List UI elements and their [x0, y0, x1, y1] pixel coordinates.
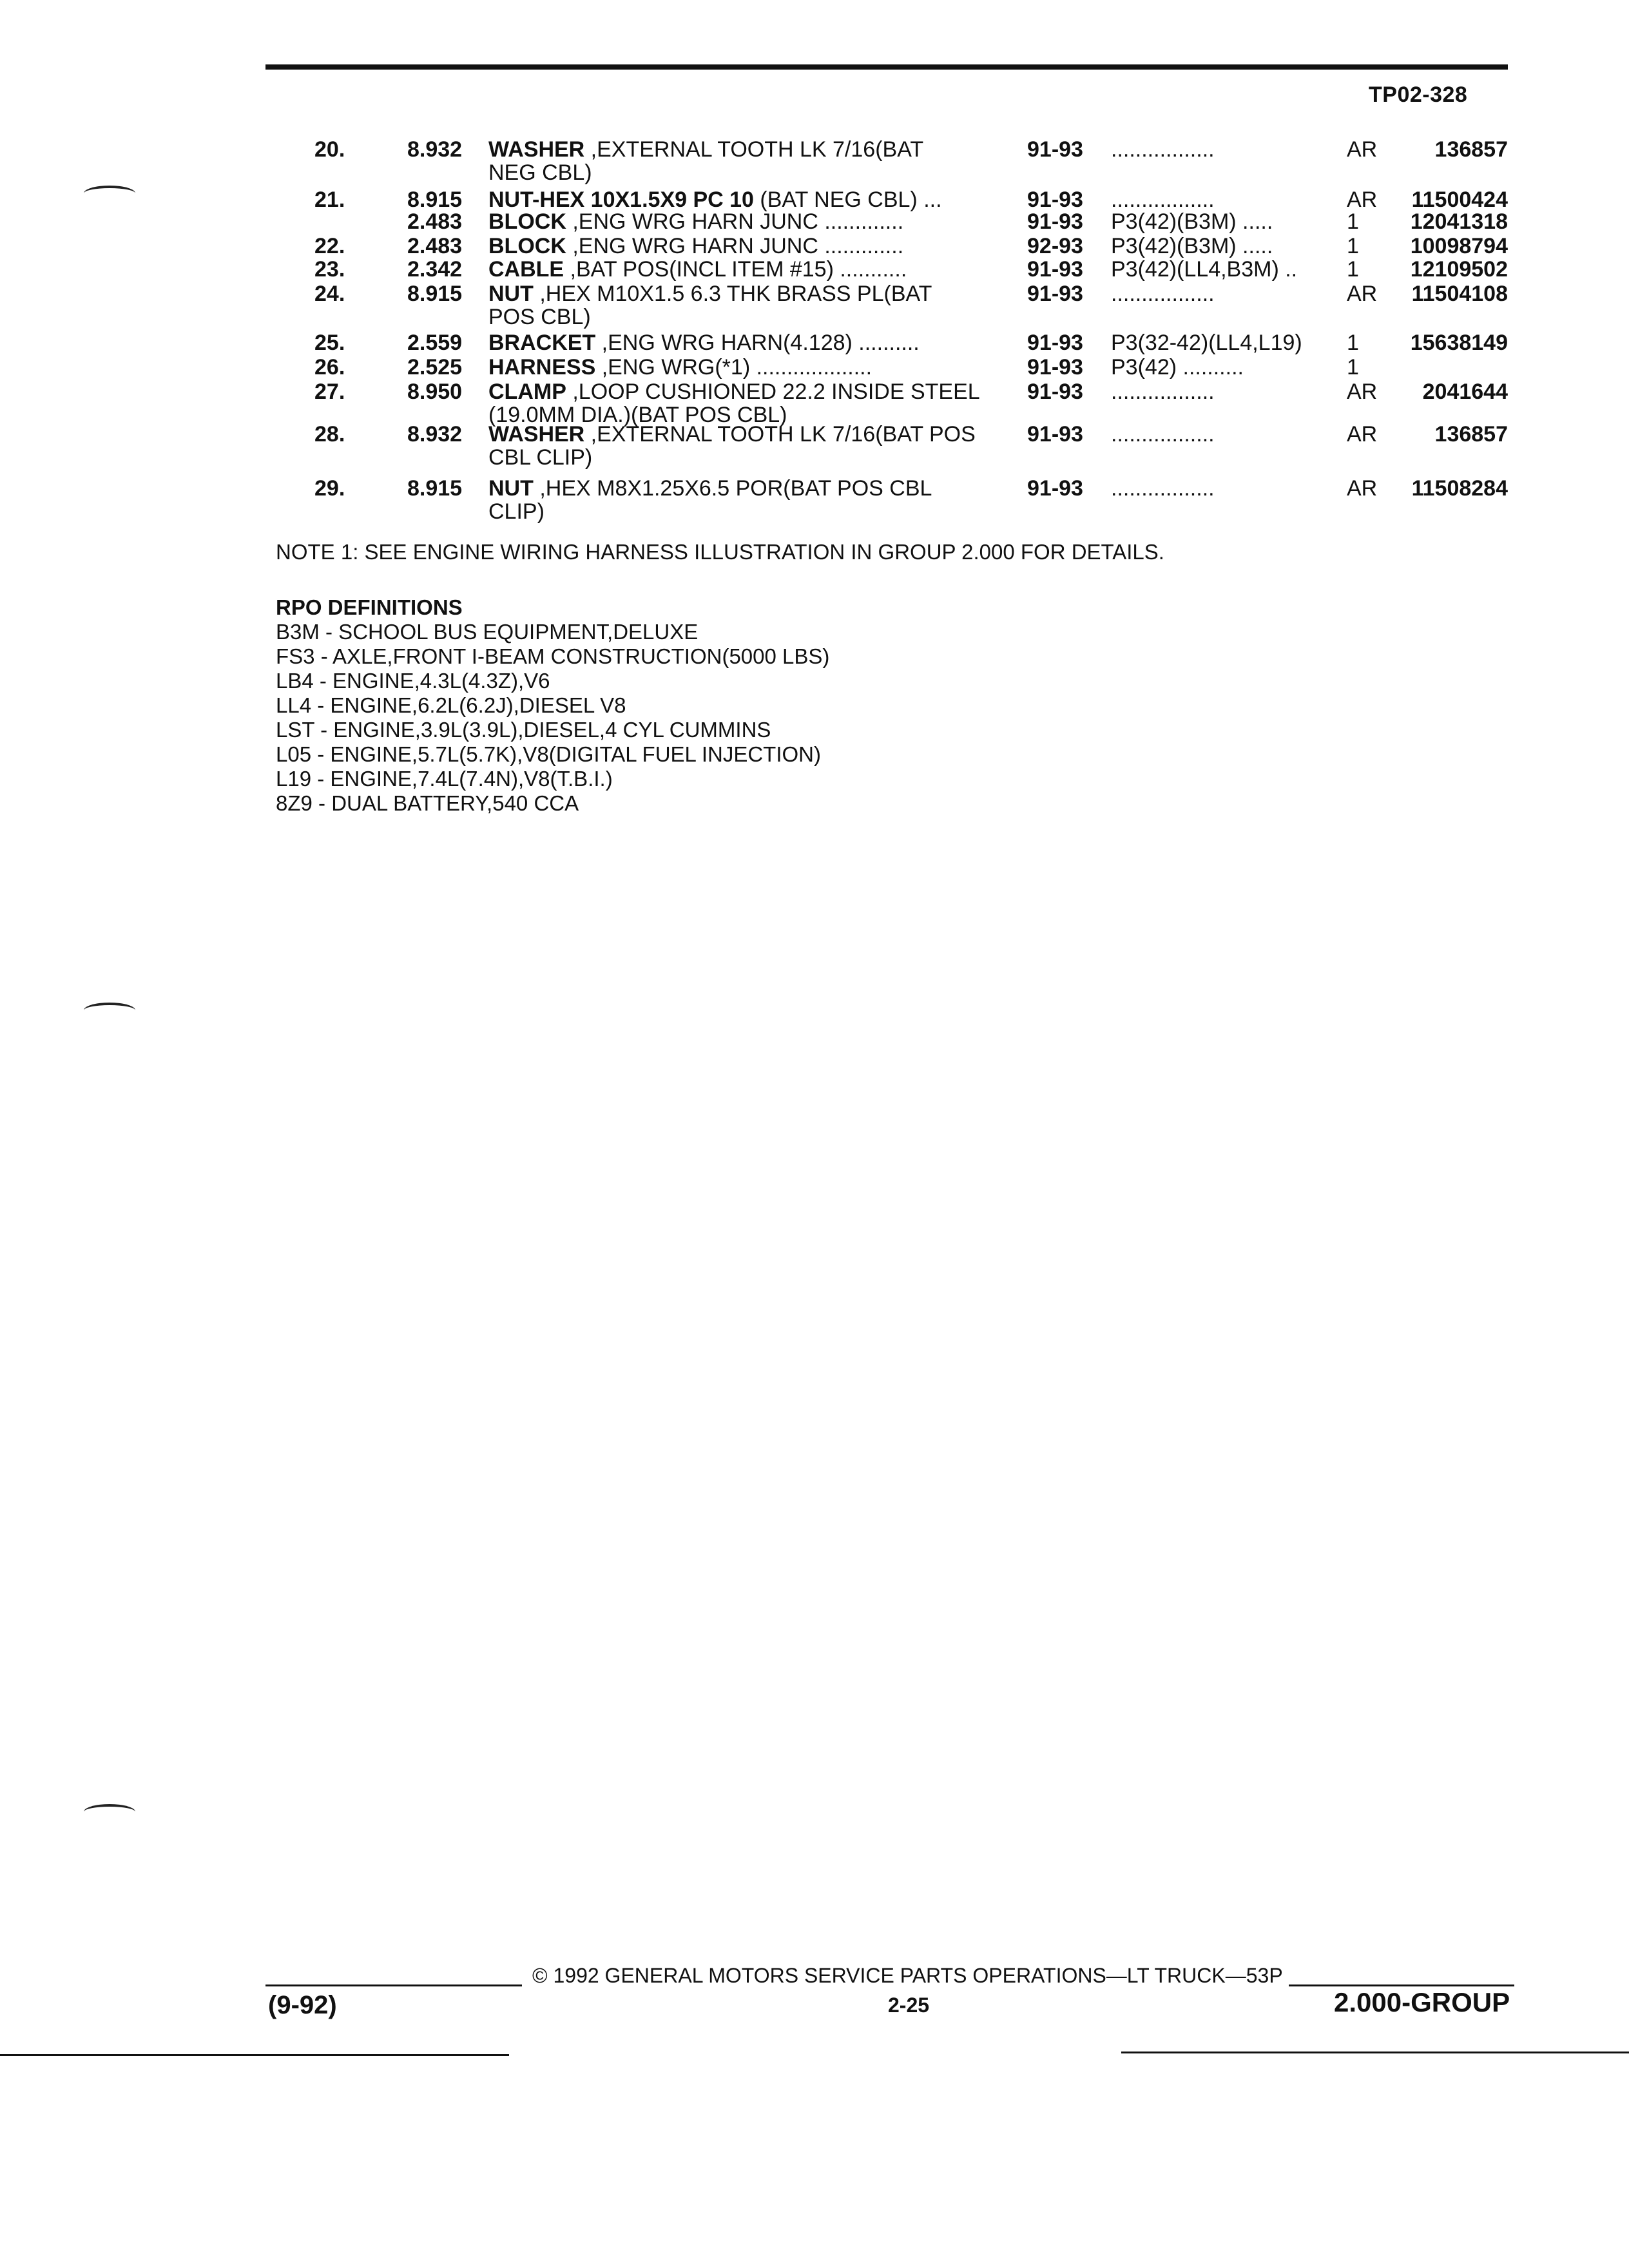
part-description [488, 423, 1004, 469]
part-desc-line1: ,ENG WRG HARN(4.128) .......... [595, 331, 920, 355]
part-name: CLAMP [488, 380, 566, 404]
part-name: BLOCK [488, 234, 566, 258]
footer-left-rule [265, 1984, 522, 1986]
quantity: AR [1347, 476, 1378, 501]
group-number: 2.483 [407, 209, 463, 234]
footer-right-rule [1289, 1984, 1514, 1986]
part-desc-line1: ,ENG WRG HARN JUNC ............. [566, 209, 904, 234]
model-usage: P3(42)(B3M) ..... [1111, 234, 1273, 258]
part-name: BLOCK [488, 209, 566, 234]
footer-group-label: 2.000-GROUP [1334, 1987, 1510, 2017]
item-number: 23. [314, 257, 345, 282]
quantity: AR [1347, 282, 1378, 306]
quantity: AR [1347, 187, 1378, 212]
model-years: 91-93 [1027, 355, 1083, 380]
model-years: 91-93 [1027, 422, 1083, 447]
scan-rule-right [1121, 2052, 1629, 2053]
part-desc-line2: POS CBL) [488, 305, 591, 329]
model-usage: ................. [1111, 476, 1215, 501]
model-usage: ................. [1111, 282, 1215, 306]
model-usage: P3(42)(LL4,B3M) .. [1111, 257, 1298, 282]
model-usage: ................. [1111, 187, 1215, 212]
note-line: NOTE 1: SEE ENGINE WIRING HARNESS ILLUSTRATION IN GROUP 2.000 FOR DETAILS. [276, 540, 1164, 564]
model-years: 91-93 [1027, 331, 1083, 355]
part-description [488, 356, 1004, 379]
part-description [488, 477, 1004, 523]
group-number: 8.915 [407, 476, 463, 501]
part-description [488, 235, 1004, 258]
group-number: 8.915 [407, 187, 463, 212]
quantity: AR [1347, 380, 1378, 404]
item-number: 29. [314, 476, 345, 501]
group-number: 8.950 [407, 380, 463, 404]
part-number: 11500424 [1411, 187, 1508, 212]
quantity: AR [1347, 422, 1378, 447]
rpo-item: L19 - ENGINE,7.4L(7.4N),V8(T.B.I.) [276, 767, 613, 791]
part-number: 12041318 [1410, 209, 1508, 234]
part-description [488, 331, 1004, 354]
rpo-list [276, 620, 829, 816]
item-number: 26. [314, 355, 345, 380]
rpo-item: FS3 - AXLE,FRONT I-BEAM CONSTRUCTION(5000 LBS) [276, 644, 830, 668]
binder-hole-mark [84, 1804, 135, 1820]
quantity: 1 [1347, 209, 1359, 234]
part-number: 136857 [1434, 422, 1508, 447]
part-number: 2041644 [1422, 380, 1508, 404]
quantity: 1 [1347, 234, 1359, 258]
rpo-item: L05 - ENGINE,5.7L(5.7K),V8(DIGITAL FUEL INJECTION) [276, 742, 821, 766]
part-description [488, 188, 1004, 211]
part-desc-line2: CLIP) [488, 499, 545, 524]
group-number: 8.932 [407, 137, 463, 162]
model-years: 91-93 [1027, 209, 1083, 234]
scan-rule-left [0, 2054, 509, 2056]
rpo-item: LL4 - ENGINE,6.2L(6.2J),DIESEL V8 [276, 693, 626, 717]
rpo-heading: RPO DEFINITIONS [276, 595, 463, 619]
item-number: 27. [314, 380, 345, 404]
part-desc-line2: CBL CLIP) [488, 445, 593, 470]
group-number: 2.559 [407, 331, 463, 355]
part-name: NUT [488, 476, 534, 501]
model-years: 91-93 [1027, 257, 1083, 282]
item-number: 24. [314, 282, 345, 306]
part-desc-line2: NEG CBL) [488, 160, 592, 185]
model-years: 91-93 [1027, 476, 1083, 501]
rpo-item: LST - ENGINE,3.9L(3.9L),DIESEL,4 CYL CUMMINS [276, 718, 771, 742]
part-name: NUT [488, 282, 534, 306]
group-number: 2.483 [407, 234, 463, 258]
model-years: 91-93 [1027, 380, 1083, 404]
model-usage: P3(42) .......... [1111, 355, 1244, 380]
part-desc-line1: ,BAT POS(INCL ITEM #15) ........... [564, 257, 907, 282]
part-name: WASHER [488, 137, 585, 162]
quantity: 1 [1347, 257, 1359, 282]
group-number: 2.525 [407, 355, 463, 380]
model-usage: P3(32-42)(LL4,L19) [1111, 331, 1302, 355]
part-desc-line1: ,HEX M10X1.5 6.3 THK BRASS PL(BAT [533, 282, 932, 306]
part-desc-line1: ,LOOP CUSHIONED 22.2 INSIDE STEEL [566, 380, 980, 404]
part-number: 10098794 [1410, 234, 1508, 258]
model-usage: P3(42)(B3M) ..... [1111, 209, 1273, 234]
part-name: HARNESS [488, 355, 596, 380]
group-number: 8.915 [407, 282, 463, 306]
item-number: 25. [314, 331, 345, 355]
part-number: 12109502 [1410, 257, 1508, 282]
part-desc-line1: ,HEX M8X1.25X6.5 POR(BAT POS CBL [533, 476, 932, 501]
part-desc-line1: ,EXTERNAL TOOTH LK 7/16(BAT POS [584, 422, 976, 447]
model-usage: ................. [1111, 422, 1215, 447]
part-number: 11504108 [1411, 282, 1508, 306]
item-number: 22. [314, 234, 345, 258]
page-code: TP02-328 [1369, 82, 1468, 107]
group-number: 2.342 [407, 257, 463, 282]
item-number: 20. [314, 137, 345, 162]
part-desc-line1: ,EXTERNAL TOOTH LK 7/16(BAT [584, 137, 924, 162]
part-description [488, 210, 1004, 233]
footer-date-code: (9-92) [268, 1991, 337, 2019]
quantity: 1 [1347, 355, 1359, 380]
rpo-item: 8Z9 - DUAL BATTERY,540 CCA [276, 791, 579, 815]
part-number: 15638149 [1410, 331, 1508, 355]
model-years: 92-93 [1027, 234, 1083, 258]
part-name: NUT-HEX 10X1.5X9 PC 10 [488, 187, 754, 212]
model-usage: ................. [1111, 137, 1215, 162]
binder-hole-mark [84, 186, 135, 201]
model-usage: ................. [1111, 380, 1215, 404]
part-number: 136857 [1434, 137, 1508, 162]
part-name: BRACKET [488, 331, 596, 355]
model-years: 91-93 [1027, 282, 1083, 306]
item-number: 28. [314, 422, 345, 447]
model-years: 91-93 [1027, 137, 1083, 162]
footer-page-number: 2-25 [888, 1994, 930, 2017]
quantity: 1 [1347, 331, 1359, 355]
part-desc-line1: ,ENG WRG(*1) ................... [595, 355, 872, 380]
part-description [488, 138, 1004, 184]
model-years: 91-93 [1027, 187, 1083, 212]
part-desc-line1: ,ENG WRG HARN JUNC ............. [566, 234, 904, 258]
part-description [488, 380, 1004, 427]
part-name: CABLE [488, 257, 564, 282]
part-desc-line1: (BAT NEG CBL) ... [753, 187, 942, 212]
part-name: WASHER [488, 422, 585, 447]
rpo-item: LB4 - ENGINE,4.3L(4.3Z),V6 [276, 669, 550, 693]
group-number: 8.932 [407, 422, 463, 447]
rpo-item: B3M - SCHOOL BUS EQUIPMENT,DELUXE [276, 620, 699, 644]
binder-hole-mark [84, 1003, 135, 1018]
part-number: 11508284 [1411, 476, 1508, 501]
parts-table [0, 0, 1629, 580]
part-description [488, 282, 1004, 329]
part-desc-line2: (19.0MM DIA.)(BAT POS CBL) [488, 403, 787, 427]
quantity: AR [1347, 137, 1378, 162]
part-description [488, 258, 1004, 281]
footer-copyright: © 1992 GENERAL MOTORS SERVICE PARTS OPERATIONS—LT TRUCK—53P [532, 1964, 1283, 1987]
item-number: 21. [314, 187, 345, 212]
